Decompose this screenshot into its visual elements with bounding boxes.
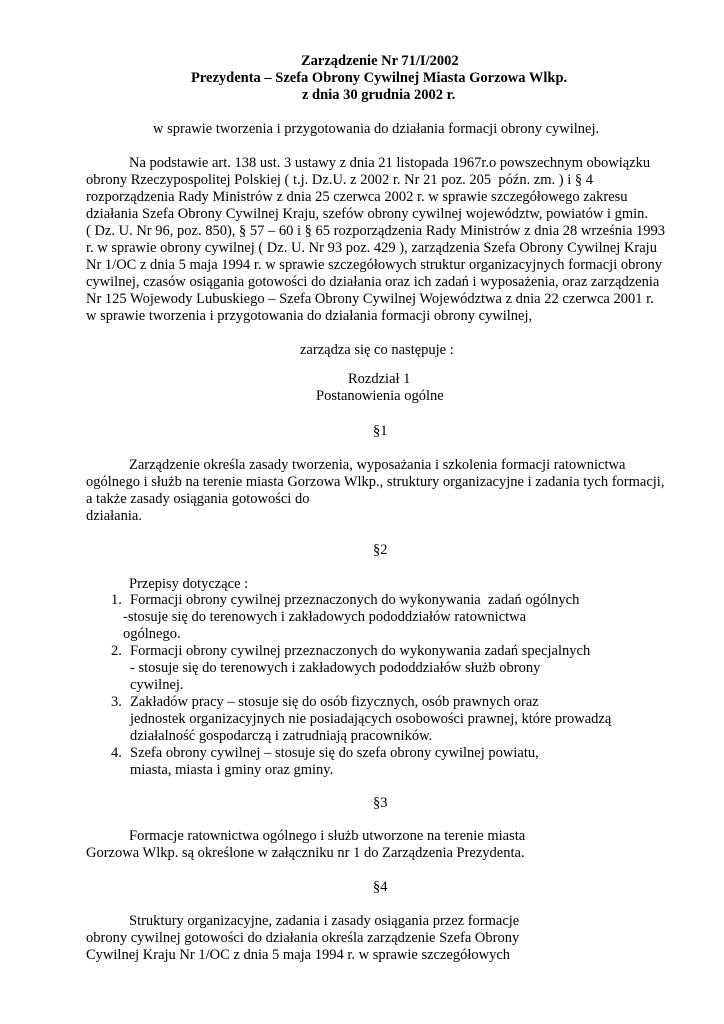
list-item-line: Szefa obrony cywilnej – stosuje się do szefa obrony cywilnej powiatu,	[130, 745, 539, 761]
list-item-number: 3.	[111, 694, 122, 710]
preamble-line: obrony Rzeczypospolitej Polskiej ( t.j. Dz.U. z 2002 r. Nr 21 poz. 205 późn. zm. ) i § 4	[86, 172, 594, 188]
preamble-line: r. w sprawie obrony cywilnej ( Dz. U. Nr 93 poz. 429 ), zarządzenia Szefa Obrony Cywilnej Kraju	[86, 240, 657, 256]
document-title: Zarządzenie Nr 71/I/2002	[301, 53, 459, 69]
section-mark-4: §4	[373, 879, 388, 895]
preamble-line: ( Dz. U. Nr 96, poz. 850), § 57 – 60 i § 65 rozporządzenia Rady Ministrów z dnia 28 września 1993	[86, 223, 666, 239]
preamble-line: Nr 125 Wojewody Lubuskiego – Szefa Obrony Cywilnej Województwa z dnia 22 czerwca 2001 r.	[86, 291, 654, 307]
section-mark-2: §2	[373, 542, 388, 558]
document-issuer: Prezydenta – Szefa Obrony Cywilnej Miasta Gorzowa Wlkp.	[191, 70, 568, 86]
list-item-line: jednostek organizacyjnych nie posiadających osobowości prawnej, które prowadzą	[130, 711, 612, 727]
section-4-line: Struktury organizacyjne, zadania i zasady osiągania przez formacje	[129, 913, 520, 929]
section-mark-1: §1	[373, 423, 388, 439]
chapter-subtitle: Postanowienia ogólne	[316, 388, 444, 404]
document-subject: w sprawie tworzenia i przygotowania do działania formacji obrony cywilnej.	[153, 121, 600, 137]
list-item-line: Formacji obrony cywilnej przeznaczonych do wykonywania zadań ogólnych	[130, 592, 580, 608]
preamble-line: działania Szefa Obrony Cywilnej Kraju, szefów obrony cywilnej województw, powiatów i gmin.	[86, 206, 649, 222]
list-item-line: cywilnej.	[130, 677, 184, 693]
list-item-line: Zakładów pracy – stosuje się do osób fizycznych, osób prawnych oraz	[130, 694, 539, 710]
list-item-line: Formacji obrony cywilnej przeznaczonych do wykonywania zadań specjalnych	[130, 643, 591, 659]
preamble-line: Nr 1/OC z dnia 5 maja 1994 r. w sprawie szczegółowych struktur organizacyjnych formacji obrony	[86, 257, 662, 273]
decree-statement: zarządza się co następuje :	[300, 342, 454, 358]
preamble-line: rozporządzenia Rady Ministrów z dnia 25 czerwca 2002 r. w sprawie szczegółowego zakresu	[86, 189, 628, 205]
list-item-number: 1.	[111, 592, 122, 608]
preamble-line: cywilnej, czasów osiągania gotowości do działania oraz ich zadań i wyposażenia, oraz zarządzenia	[86, 274, 660, 290]
section-1-line: ogólnego i służb na terenie miasta Gorzowa Wlkp., struktury organizacyjne i zadania tych formacji,	[86, 474, 665, 490]
list-item-number: 2.	[111, 643, 122, 659]
list-item-line: - stosuje się do terenowych i zakładowych pododdziałów służb obrony	[130, 660, 541, 676]
list-item-line: działalność gospodarczą i zatrudniają pracowników.	[130, 728, 433, 744]
document-date: z dnia 30 grudnia 2002 r.	[302, 87, 456, 103]
section-1-line: działania.	[86, 508, 142, 524]
preamble-line: Na podstawie art. 138 ust. 3 ustawy z dnia 21 listopada 1967r.o powszechnym obowiązku	[129, 155, 651, 171]
section-3-line: Formacje ratownictwa ogólnego i służb utworzone na terenie miasta	[129, 828, 526, 844]
list-item-line: miasta, miasta i gminy oraz gminy.	[130, 762, 334, 778]
section-4-line: obrony cywilnej gotowości do działania określa zarządzenie Szefa Obrony	[86, 930, 520, 946]
list-item-line: ogólnego.	[123, 626, 181, 642]
list-item-number: 4.	[111, 745, 122, 761]
preamble-line: w sprawie tworzenia i przygotowania do działania formacji obrony cywilnej,	[86, 308, 533, 324]
list-item-line: -stosuje się do terenowych i zakładowych pododdziałów ratownictwa	[123, 609, 527, 625]
section-3-line: Gorzowa Wlkp. są określone w załączniku nr 1 do Zarządzenia Prezydenta.	[86, 845, 525, 861]
chapter-title: Rozdział 1	[348, 371, 411, 387]
section-1-line: a także zasady osiągania gotowości do	[86, 491, 310, 507]
section-1-line: Zarządzenie określa zasady tworzenia, wyposażania i szkolenia formacji ratownictwa	[129, 457, 626, 473]
section-4-line: Cywilnej Kraju Nr 1/OC z dnia 5 maja 1994 r. w sprawie szczegółowych	[86, 947, 511, 963]
section-2-intro: Przepisy dotyczące :	[129, 576, 249, 592]
section-mark-3: §3	[373, 795, 388, 811]
